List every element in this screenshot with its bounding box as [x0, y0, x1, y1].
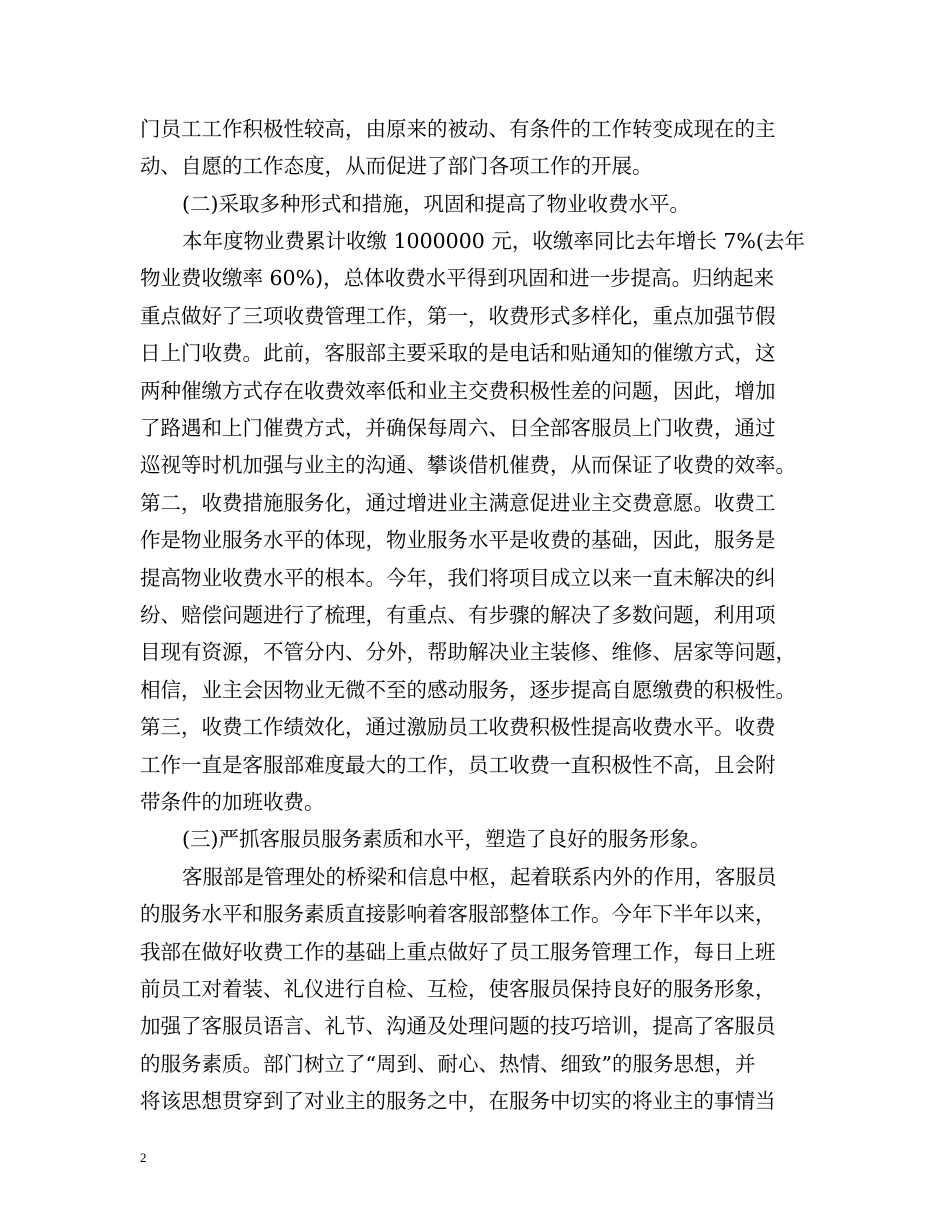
text-line: 两种催缴方式存在收费效率低和业主交费积极性差的问题，因此，增加	[140, 379, 776, 403]
text-line: 相信，业主会因物业无微不至的感动服务，逐步提高自愿缴费的积极性。	[140, 678, 796, 702]
text-line: 的服务素质。部门树立了“周到、耐心、热情、细致”的服务思想，并	[140, 1052, 756, 1076]
text-line: 物业费收缴率 60%)，总体收费水平得到巩固和进一步提高。归纳起来	[140, 266, 775, 290]
text-line: 了路遇和上门催费方式，并确保每周六、日全部客服员上门收费，通过	[140, 416, 776, 440]
text-line: 重点做好了三项收费管理工作，第一，收费形式多样化，重点加强节假	[140, 304, 776, 328]
text-line: 提高物业收费水平的根本。今年，我们将项目成立以来一直未解决的纠	[140, 566, 776, 590]
text-line: 前员工对着装、礼仪进行自检、互检，使客服员保持良好的服务形象，	[140, 977, 776, 1001]
text-line: 客服部是管理处的桥梁和信息中枢，起着联系内外的作用，客服员	[182, 865, 777, 889]
text-line: 工作一直是客服部难度最大的工作，员工收费一直积极性不高，且会附	[140, 753, 776, 777]
text-line: 将该思想贯穿到了对业主的服务之中，在服务中切实的将业主的事情当	[140, 1089, 776, 1113]
text-line: 第二，收费措施服务化，通过增进业主满意促进业主交费意愿。收费工	[140, 491, 776, 515]
page-number: 2	[140, 1150, 147, 1165]
text-line: 动、自愿的工作态度，从而促进了部门各项工作的开展。	[140, 154, 653, 178]
text-line: 巡视等时机加强与业主的沟通、攀谈借机催费，从而保证了收费的效率。	[140, 453, 796, 477]
text-line: 纷、赔偿问题进行了梳理，有重点、有步骤的解决了多数问题，利用项	[140, 603, 776, 627]
section-heading: (三)严抓客服员服务素质和水平，塑造了良好的服务形象。	[182, 827, 711, 851]
section-heading: (二)采取多种形式和措施，巩固和提高了物业收费水平。	[182, 192, 690, 216]
text-line: 我部在做好收费工作的基础上重点做好了员工服务管理工作，每日上班	[140, 940, 776, 964]
text-line: 的服务水平和服务素质直接影响着客服部整体工作。今年下半年以来，	[140, 902, 776, 926]
text-line: 带条件的加班收费。	[140, 790, 325, 814]
text-line: 作是物业服务水平的体现，物业服务水平是收费的基础，因此，服务是	[140, 528, 776, 552]
text-line: 日上门收费。此前，客服部主要采取的是电话和贴通知的催缴方式，这	[140, 341, 776, 365]
text-line: 目现有资源，不管分内、分外，帮助解决业主装修、维修、居家等问题，	[140, 640, 796, 664]
text-line: 本年度物业费累计收缴 1000000 元，收缴率同比去年增长 7%(去年	[182, 229, 805, 253]
text-line: 第三，收费工作绩效化，通过激励员工收费积极性提高收费水平。收费	[140, 715, 776, 739]
text-line: 加强了客服员语言、礼节、沟通及处理问题的技巧培训，提高了客服员	[140, 1014, 776, 1038]
text-line: 门员工工作积极性较高，由原来的被动、有条件的工作转变成现在的主	[140, 117, 776, 141]
